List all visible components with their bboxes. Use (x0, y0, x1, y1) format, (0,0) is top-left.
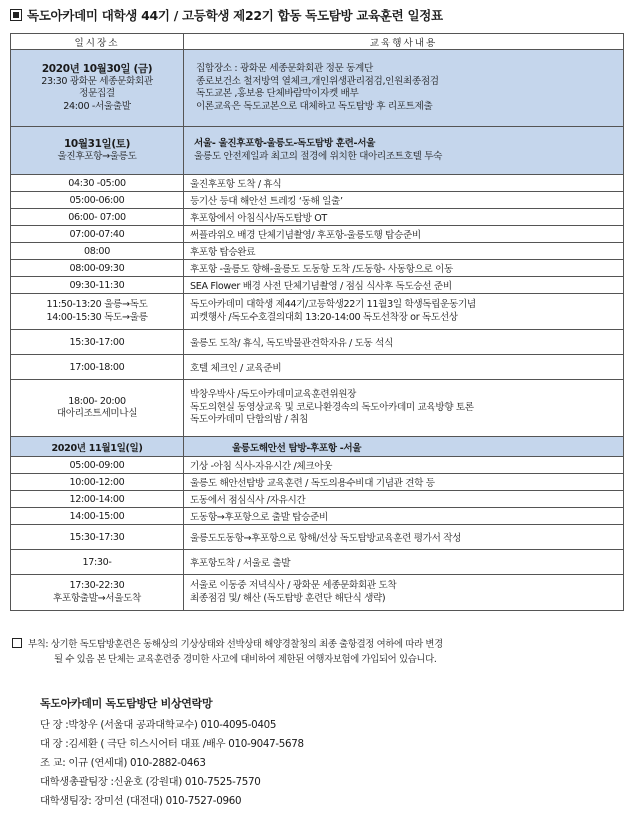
page-title (10, 6, 622, 26)
table-row (11, 474, 624, 491)
row-content: 써플라위오 배경 단체기념촬영/ 후포항-울릉도행 탑승준비 (184, 226, 624, 243)
seminar-content-2: 독도의현실 동영상교육 및 코로나환경속의 독도아카데미 교육방향 토론 (190, 401, 474, 413)
table-row (11, 175, 624, 192)
note-line-2: 될 수 있음 본 단체는 교육훈련중 경미한 사고에 대비하여 제한된 여행자보험에 가입되어 있습니다. (54, 654, 437, 665)
table-row (11, 457, 624, 474)
day1-time-3: 24:00 -서울출발 (63, 100, 131, 112)
table-row (11, 260, 624, 277)
row-content: 도동에서 점심식사 /자유시간 (184, 491, 624, 508)
contact-row: 조 교: 이규 (연세대) 010-2882-0463 (40, 757, 206, 769)
final-time-2: 후포항출발→서울도착 (53, 592, 141, 604)
row-time: 14:00-15:00 (11, 508, 184, 525)
day1-row (11, 50, 624, 127)
contact-row: 단 장 :박창우 (서울대 공과대학교수) 010-4095-0405 (40, 719, 277, 731)
table-row (11, 355, 624, 380)
row-content: 후포항 탑승완료 (184, 243, 624, 260)
contact-row: 대학생총괄팀장 :신윤호 (강원대) 010-7525-7570 (40, 776, 261, 788)
day1-content-3: 독도교본 ,홍보용 단체바람막이자켓 배부 (196, 88, 359, 99)
table-row (11, 277, 624, 294)
note-line-1: 부칙: 상기한 독도탐방훈련은 동해상의 기상상태와 선박상태 해양경찰청의 최종 출항결정 여하에 따라 변경 (28, 639, 443, 650)
row-content: 울진후포항 도착 / 휴식 (184, 175, 624, 192)
contacts-heading: 독도아카데미 독도탐방단 비상연락망 (40, 697, 213, 710)
seminar-time: 18:00- 20:00 (68, 395, 126, 407)
header-location: 일시장소 (11, 34, 184, 50)
day1-content-4: 이론교육은 독도교본으로 대체하고 독도탐방 후 리포트제출 (196, 100, 433, 112)
row-content: 후포항도착 / 서울로 출발 (184, 550, 624, 575)
row-time: 05:00-06:00 (11, 192, 184, 209)
row-time: 05:00-09:00 (11, 457, 184, 474)
dokdo-time-2: 14:00-15:30 독도→울릉 (46, 311, 148, 323)
row-content: 울릉도 도착/ 휴식, 독도박물관견학자유 / 도동 석식 (184, 330, 624, 355)
row-time: 09:30-11:30 (11, 277, 184, 294)
note-box-icon (12, 638, 22, 648)
dokdo-row (11, 294, 624, 330)
row-time: 08:00-09:30 (11, 260, 184, 277)
dokdo-content-2: 피켓행사 /독도수호결의대회 13:20-14:00 독도선착장 or 독도선상 (190, 311, 458, 323)
table-row (11, 243, 624, 260)
seminar-place: 대아리조트세미나실 (56, 408, 138, 419)
final-row (11, 575, 624, 611)
contact-row: 대학생팀장: 장미선 (대전대) 010-7527-0960 (40, 795, 242, 807)
dokdo-time-1: 11:50-13:20 울릉→독도 (46, 299, 148, 310)
contact-row: 대 장 :김세환 ( 극단 히스시어터 대표 /배우 010-9047-5678 (40, 738, 304, 750)
row-time: 15:30-17:30 (11, 525, 184, 550)
row-content: 기상 -아침 식사-자유시간 /체크아웃 (184, 457, 624, 474)
row-content: 울릉도도동항→후포항으로 항해/선상 독도탐방교육훈련 평가서 작성 (184, 525, 624, 550)
day2-header-row (11, 127, 624, 175)
row-content: 도동항→후포항으로 출발 탑승준비 (184, 508, 624, 525)
row-time: 15:30-17:00 (11, 330, 184, 355)
row-content: 울릉도 해안선탐방 교육훈련 / 독도의용수비대 기념관 견학 등 (184, 474, 624, 491)
row-time: 10:00-12:00 (11, 474, 184, 491)
title-text: 독도아카데미 대학생 44기 / 고등학생 제22기 합동 독도탐방 교육훈련 일정표 (27, 8, 443, 23)
emergency-contacts (40, 695, 600, 811)
final-time-1: 17:30-22:30 (69, 580, 125, 591)
row-content: 후포항에서 아침식사/독도탐방 OT (184, 209, 624, 226)
table-row (11, 330, 624, 355)
day2-headline: 서울- 울진후포항-울릉도-독도탐방 훈련-서울 (194, 138, 376, 149)
row-time: 17:00-18:00 (11, 355, 184, 380)
day1-date: 2020년 10월30일 (금) (41, 63, 153, 75)
table-header-row (11, 34, 624, 50)
seminar-content-1: 박창우박사 /독도아카데미교육훈련위원장 (190, 389, 357, 401)
row-content: SEA Flower 배경 사전 단체기념촬영 / 점심 식사후 독도승선 준비 (184, 277, 624, 294)
final-content-1: 서울로 이동중 저녁식사 / 광화문 세종문화회관 도착 (190, 580, 397, 591)
day1-content-2: 종로보건소 철저방역 열체크,개인위생관리점검,인원최종점검 (196, 75, 439, 87)
final-content-2: 최종점검 및/ 해산 (독도탐방 훈련단 해단식 생략) (190, 592, 386, 604)
table-row (11, 209, 624, 226)
row-time: 17:30- (11, 550, 184, 575)
day2-date: 10월31일(토) (63, 138, 131, 150)
row-time: 04:30 -05:00 (11, 175, 184, 192)
row-time: 07:00-07:40 (11, 226, 184, 243)
day1-time-1: 23:30 광화문 세종문화회관 (41, 75, 153, 87)
seminar-row (11, 380, 624, 437)
table-row (11, 525, 624, 550)
seminar-content-3: 독도아카데미 단합의밤 / 취침 (190, 414, 308, 426)
row-content: 호텔 체크인 / 교육준비 (184, 355, 624, 380)
table-row (11, 550, 624, 575)
row-content: 후포항 -울릉도 향해-울릉도 도동항 도착 /도동항- 사동항으로 이동 (184, 260, 624, 277)
day3-header-row (11, 437, 624, 457)
day3-headline: 울릉도해안선 탐방-후포항 -서울 (184, 437, 624, 457)
table-row (11, 192, 624, 209)
day1-content-1: 집합장소 : 광화문 세종문화회관 정문 동계단 (196, 63, 373, 74)
day2-route: 울진후포항→울릉도 (57, 150, 137, 162)
dokdo-content-1: 독도아카데미 대학생 제44기/고등학생22기 11월3일 학생독립운동기념 (190, 299, 476, 310)
row-time: 06:00- 07:00 (11, 209, 184, 226)
day1-time-2: 정문집결 (79, 88, 115, 99)
row-content: 등기산 등대 해안선 트레킹 ‘동해 일출’ (184, 192, 624, 209)
table-row (11, 508, 624, 525)
schedule-table (10, 33, 624, 611)
table-row (11, 226, 624, 243)
row-time: 08:00 (11, 243, 184, 260)
supplementary-note (12, 637, 612, 667)
day3-date: 2020년 11월1일(일) (11, 437, 184, 457)
header-content: 교육행사내용 (184, 34, 624, 50)
table-row (11, 491, 624, 508)
day2-subline: 울릉도 안전제일과 최고의 절경에 위치한 대아리조트호텔 투숙 (194, 150, 443, 162)
square-bullet-icon (10, 9, 22, 21)
row-time: 12:00-14:00 (11, 491, 184, 508)
